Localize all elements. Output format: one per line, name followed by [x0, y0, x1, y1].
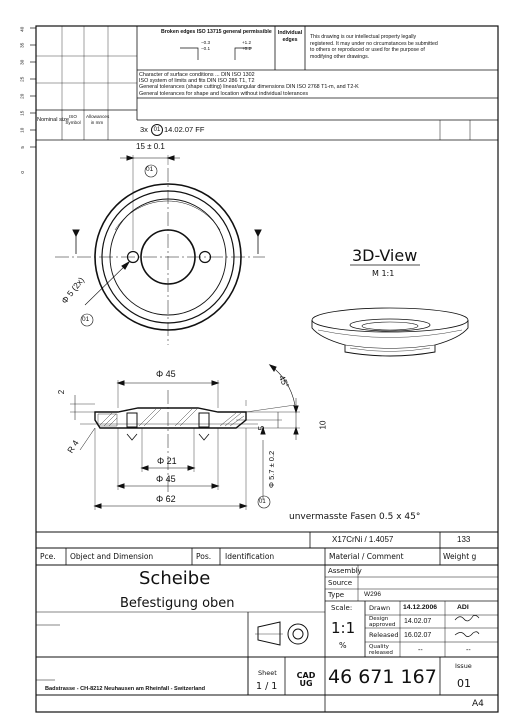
signature-released — [455, 632, 479, 637]
sheet-value: 1 / 1 — [256, 681, 278, 692]
margin-num: 20 — [19, 93, 25, 99]
dim-angle: 45° — [276, 373, 292, 390]
margin-num: 15 — [19, 110, 25, 116]
standards-line: ISO system of limits and fits DIN ISO 286 T1, T2 — [139, 78, 255, 85]
dim-2: 2 — [57, 389, 67, 395]
standards-line: Character of surface conditions ... DIN ISO 1302 — [139, 72, 255, 78]
dim-d45-top: Φ 45 — [156, 369, 176, 379]
dim-top: 15 ± 0.1 — [136, 142, 165, 151]
design-date: 14.02.07 — [404, 618, 432, 625]
dim-57: Φ 5.7 ± 0.2 — [267, 450, 276, 488]
dim-10: 10 — [318, 420, 328, 430]
cad-label: CAD UG — [296, 671, 316, 688]
edge-tol: +1.2 — [242, 40, 252, 45]
type-label: Type — [328, 591, 345, 599]
source-label: Source — [328, 579, 353, 587]
drawn-label: Drawn — [369, 604, 391, 612]
dim-d45-bottom: Φ 45 — [156, 474, 176, 484]
projection-symbol — [255, 622, 308, 645]
allowances: Allowances in mm — [86, 114, 110, 125]
part-subtitle: Befestigung oben — [120, 596, 235, 611]
hole-dim: Φ 5 (2x) — [59, 275, 87, 306]
notice-line: This drawing is our intellectual property legally — [310, 34, 417, 40]
dim-5: 5 — [257, 425, 267, 431]
margin-ruler — [30, 28, 36, 147]
notice-text — [310, 34, 496, 60]
signature-design — [455, 615, 479, 621]
broken-edges-label: Broken edges ISO 13715 general permissible — [161, 29, 272, 35]
dim-57-marker: 01 — [259, 499, 266, 505]
type-value: W296 — [364, 591, 381, 598]
released-label: Released — [369, 631, 399, 639]
revision-marker-text: 01 — [153, 127, 161, 133]
col-weight: Weight g — [443, 552, 477, 561]
view3d-title: 3D-View — [352, 246, 418, 265]
col-material: Material / Comment — [329, 552, 404, 561]
address: Badstrasse - CH-8212 Neuhausen am Rheinfall - Switzerland — [45, 686, 206, 692]
dim-r4: R 4 — [65, 438, 81, 455]
margin-num: 10 — [19, 127, 25, 133]
assembly-label: Assembly — [328, 567, 362, 575]
margin-num: 0 — [19, 171, 25, 174]
margin-num: 25 — [19, 76, 25, 82]
standards-line: General tolerances for shape and location without individual tolerances — [139, 90, 309, 97]
design-label: Design approved — [369, 616, 396, 629]
col-pos: Pos. — [196, 552, 212, 561]
nominal-size: Nominal size — [37, 117, 70, 123]
col-pce: Pce. — [40, 552, 56, 561]
sheet-label: Sheet — [258, 669, 277, 677]
drawing-number: 46 671 167 — [328, 666, 437, 688]
margin-num: 35 — [19, 42, 25, 48]
edge-tol: −0.3 — [201, 40, 211, 45]
scale-label: Scale: — [331, 604, 353, 612]
revision-marker — [151, 124, 163, 136]
scale-pct: % — [339, 641, 347, 650]
view3d-scale: M 1:1 — [372, 269, 395, 278]
material: X17CrNi / 1.4057 — [332, 535, 394, 544]
dim-d62: Φ 62 — [156, 494, 176, 504]
hole-marker: 01 — [82, 316, 90, 323]
margin-num: 30 — [19, 59, 25, 65]
margin-num: 40 — [19, 26, 25, 32]
notice-line: to others or reproduced or used for the purpose of — [310, 47, 425, 53]
revision-date: 14.02.07 FF — [164, 125, 205, 134]
col-identification: Identification — [225, 552, 275, 561]
col-object: Object and Dimension — [70, 552, 154, 561]
notice-line: registered. It may under no circumstances be submitted — [310, 40, 438, 47]
weight-value: 133 — [457, 535, 471, 544]
revision-note: 3x — [140, 125, 148, 134]
edge-tol: −0.1 — [201, 46, 211, 51]
iso-symbol: ISO Symbol — [65, 114, 81, 125]
standards-text — [139, 72, 359, 97]
quality-by: -- — [466, 647, 471, 654]
chamfer-note: unvermasste Fasen 0.5 x 45° — [289, 512, 421, 522]
released-date: 16.02.07 — [404, 632, 432, 639]
issue-value: 01 — [457, 677, 471, 690]
margin-num: 5 — [19, 146, 25, 149]
edge-tol: +0.2 — [242, 46, 252, 51]
scale-value: 1:1 — [331, 619, 356, 637]
three-d-view — [312, 308, 468, 356]
quality-date: -- — [418, 647, 423, 654]
section-view — [70, 365, 300, 510]
dim-d21: Φ 21 — [157, 456, 177, 466]
drawn-by: ADI — [457, 604, 469, 611]
part-name: Scheibe — [139, 568, 211, 589]
format: A4 — [472, 699, 484, 709]
marker-01: 01 — [146, 166, 154, 173]
drawn-date: 14.12.2006 — [403, 604, 438, 611]
standards-line: General tolerances (shape cutting) linear/angular dimensions DIN ISO 2768 T1-m, and T2-K — [139, 84, 359, 91]
notice-line: modifying other drawings. — [310, 53, 370, 60]
issue-label: Issue — [455, 662, 472, 670]
quality-label: Quality released — [369, 644, 393, 657]
individual-edges: Individual edges — [277, 30, 303, 43]
